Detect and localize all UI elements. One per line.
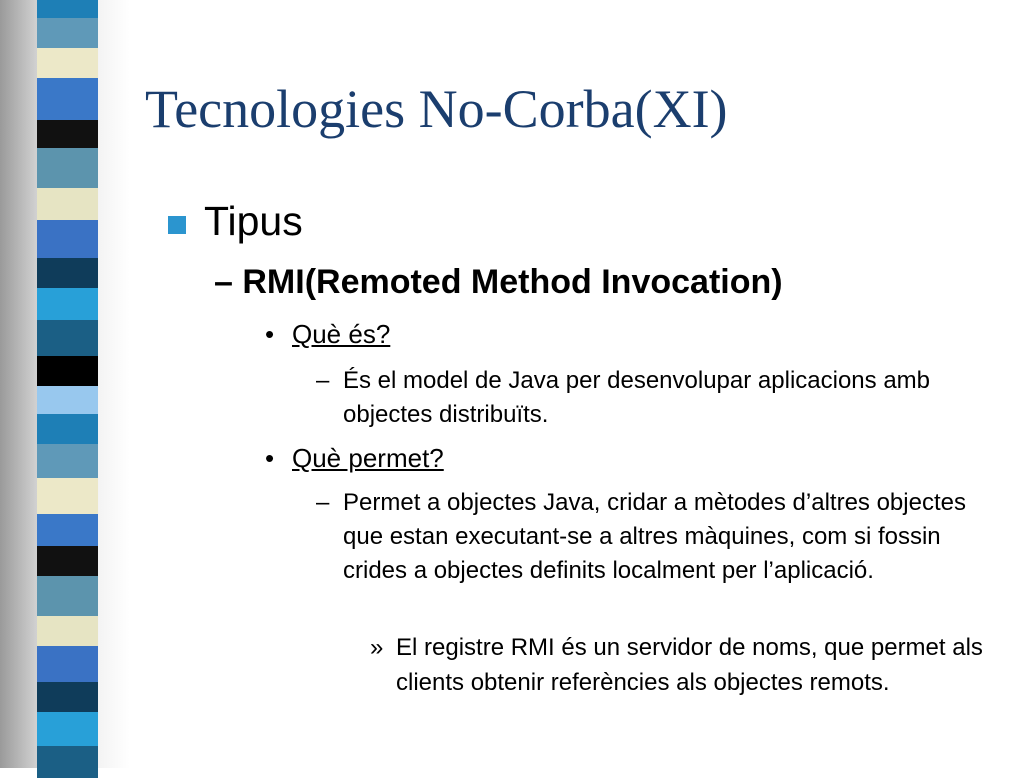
level4-text: És el model de Java per desenvolupar aplicacions amb objectes distribuïts. [343, 367, 931, 428]
stripe-block [37, 546, 98, 576]
stripe-block [37, 712, 98, 746]
stripe-block [37, 746, 98, 778]
level4-item [316, 486, 1006, 588]
stripe-block [37, 478, 98, 514]
stripe-block [37, 616, 98, 646]
stripe-block [37, 220, 98, 258]
stripe-block [37, 0, 98, 18]
level4-text: Permet a objectes Java, cridar a mètodes d’altres objectes que estan executant-se a altres màquines, com si fossin crides a objectes definits localment per l’aplicació. [343, 489, 966, 584]
bullet-icon: • [265, 443, 275, 473]
level5-marker: » [370, 634, 384, 661]
stripe-block [37, 188, 98, 220]
level3-item-que-es [265, 319, 390, 350]
level3-heading: Què és? [292, 319, 391, 349]
stripe-block [37, 288, 98, 320]
level4-dash: – [316, 489, 330, 516]
stripe-block [37, 18, 98, 48]
level3-heading: Què permet? [292, 443, 444, 473]
decorative-stripe-band [37, 0, 98, 768]
stripe-block [37, 320, 98, 356]
level5-item [370, 630, 1010, 700]
stripe-block [37, 120, 98, 148]
stripe-block [37, 386, 98, 414]
bullet-icon: • [265, 319, 275, 349]
level2-label: RMI(Remoted Method Invocation) [242, 263, 783, 301]
slide-title: Tecnologies No-Corba(XI) [145, 79, 728, 139]
level5-text: El registre RMI és un servidor de noms, que permet als clients obtenir referències als objectes remots. [396, 634, 983, 696]
level2-dash: – [214, 263, 233, 301]
level2-item [214, 263, 783, 302]
square-bullet-icon [168, 216, 186, 234]
level3-item-que-permet [265, 443, 444, 474]
stripe-block [37, 444, 98, 478]
level1-label: Tipus [204, 198, 303, 244]
level4-item [316, 364, 1006, 432]
stripe-block [37, 646, 98, 682]
stripe-block [37, 414, 98, 444]
stripe-block [37, 258, 98, 288]
stripe-block [37, 514, 98, 546]
stripe-block [37, 356, 98, 386]
stripe-block [37, 682, 98, 712]
level4-dash: – [316, 367, 330, 394]
stripe-block [37, 78, 98, 120]
stripe-block [37, 148, 98, 188]
stripe-block [37, 576, 98, 616]
stripe-block [37, 48, 98, 78]
